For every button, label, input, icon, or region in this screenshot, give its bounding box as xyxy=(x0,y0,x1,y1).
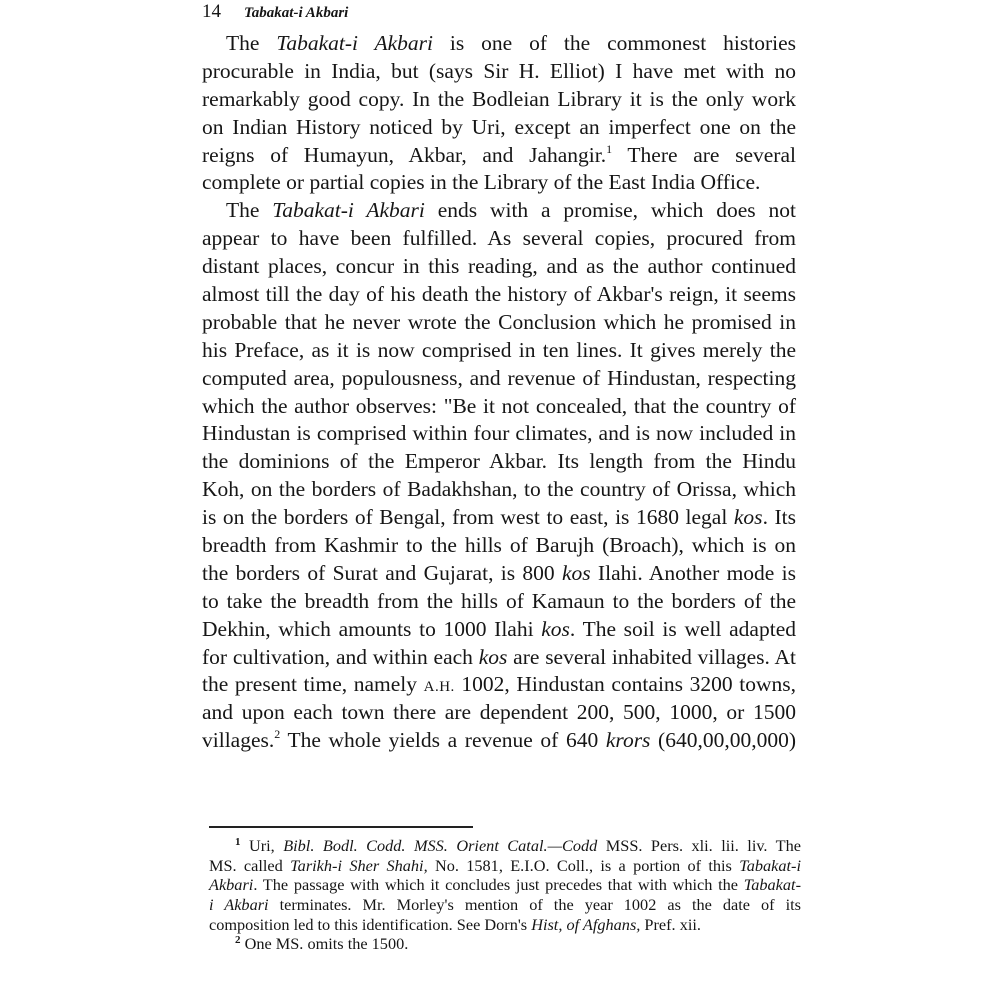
text-line xyxy=(202,671,796,699)
text-line: his Preface, as it is now comprised in ten lines. It gives merely the xyxy=(202,337,796,362)
footnote-ref: 1 xyxy=(606,141,613,156)
text: . The passage with which it concludes just precedes that with which the xyxy=(253,875,744,895)
text-line: remarkably good copy. In the Bodleian Library it is the only work xyxy=(202,86,796,111)
running-head xyxy=(202,0,348,25)
text: The xyxy=(226,31,277,55)
text-line: procurable in India, but (says Sir H. Elliot) I have met with no xyxy=(202,58,796,83)
text: villages. xyxy=(202,728,275,753)
italic-term: kos xyxy=(478,644,508,669)
text-line: which the author observes: "Be it not concealed, that the country of xyxy=(202,393,796,418)
italic-term: kos xyxy=(541,616,570,641)
text-line: distant places, concur in this reading, and as the author continued xyxy=(202,254,796,279)
text: The xyxy=(226,198,273,223)
text: terminates. Mr. Morley's mention of the year 1002 as the date of its xyxy=(268,895,801,915)
italic-citation: Tarikh-i Sher Shahi, xyxy=(290,855,428,875)
text: for cultivation, and within each xyxy=(202,644,479,669)
italic-term: krors xyxy=(605,728,651,753)
text-line xyxy=(202,644,796,672)
text: . The soil is well adapted xyxy=(569,616,796,641)
footnote-line xyxy=(209,915,801,935)
footnote-1 xyxy=(209,836,801,934)
paragraph-2 xyxy=(202,197,796,755)
paragraph-1 xyxy=(202,30,796,197)
italic-term: kos xyxy=(561,560,591,585)
text: MS. called xyxy=(209,855,291,875)
footnote-line xyxy=(209,895,801,915)
text-line: breadth from Kashmir to the hills of Barujh (Broach), which is on xyxy=(202,533,796,558)
footnote-marker: 2 xyxy=(235,934,241,947)
italic-citation: i Akbari xyxy=(209,895,269,915)
text-line xyxy=(202,560,796,588)
footnote-line xyxy=(209,836,801,856)
footnote-ref: 2 xyxy=(274,727,281,742)
text-line xyxy=(202,504,796,532)
footnote-rule xyxy=(209,826,473,828)
text-line xyxy=(202,197,796,225)
text: No. 1581, E.I.O. Coll., is a portion of this xyxy=(427,855,740,875)
text-line xyxy=(202,616,796,644)
text: is one of the commonest histories xyxy=(433,31,796,55)
text: 1002, Hindustan contains 3200 towns, xyxy=(454,672,796,697)
text: Pref. xii. xyxy=(640,914,701,934)
text: The whole yields a revenue of 640 xyxy=(280,728,606,753)
footnote-line xyxy=(209,875,801,895)
text: the borders of Surat and Gujarat, is 800 xyxy=(202,560,562,585)
italic-title: Tabakat-i Akbari xyxy=(272,198,425,223)
italic-citation: Tabakat- xyxy=(743,875,801,895)
footnote-line xyxy=(209,856,801,876)
text-line: Hindustan is comprised within four climates, and is now included in xyxy=(202,421,796,446)
text-line: to take the breadth from the hills of Kamaun to the borders of the xyxy=(202,588,796,613)
text: composition led to this identification. See Dorn's xyxy=(209,914,532,934)
text: Dekhin, which amounts to 1000 Ilahi xyxy=(202,616,542,641)
footnote-line xyxy=(209,934,801,954)
page-number: 14 xyxy=(202,1,221,22)
footnote-2 xyxy=(209,934,801,954)
text-line: almost till the day of his death the history of Akbar's reign, it seems xyxy=(202,282,796,307)
text-line xyxy=(202,727,796,755)
text: Uri, xyxy=(240,836,284,855)
footnote-marker: 1 xyxy=(235,836,241,848)
text-line xyxy=(202,142,796,170)
text-line: complete or partial copies in the Library of the East India Office. xyxy=(202,170,761,195)
italic-term: kos xyxy=(733,505,763,530)
text: the present time, namely xyxy=(202,672,424,697)
text: reigns of Humayun, Akbar, and Jahangir. xyxy=(202,142,607,167)
text-line xyxy=(202,30,796,58)
italic-citation: Akbari xyxy=(209,875,254,895)
text-line: computed area, populousness, and revenue of Hindustan, respecting xyxy=(202,365,796,390)
text: ends with a promise, which does not xyxy=(424,198,796,223)
italic-citation: Bibl. Bodl. Codd. MSS. Orient Catal.—Codd xyxy=(283,836,598,855)
text-line: Koh, on the borders of Badakhshan, to the country of Orissa, which xyxy=(202,477,796,502)
text: Ilahi. Another mode is xyxy=(590,560,796,585)
text-line: and upon each town there are dependent 200, 500, 1000, or 1500 xyxy=(202,700,796,725)
italic-title: Tabakat-i Akbari xyxy=(276,31,434,55)
text-line: appear to have been fulfilled. As several copies, procured from xyxy=(202,226,796,251)
italic-citation: Hist, of Afghans, xyxy=(531,914,641,934)
text: There are several xyxy=(612,142,796,167)
body-text xyxy=(202,30,796,755)
text: One MS. omits the 1500. xyxy=(240,934,409,954)
small-caps-era: A.H. xyxy=(423,679,455,696)
text: is on the borders of Bengal, from west to east, is 1680 legal xyxy=(202,505,734,530)
text: (640,00,00,000) xyxy=(650,728,796,753)
running-title: Tabakat-i Akbari xyxy=(244,5,349,21)
italic-citation: Tabakat-i xyxy=(739,855,802,875)
text-line: probable that he never wrote the Conclusion which he promised in xyxy=(202,309,796,334)
text-line: the dominions of the Emperor Akbar. Its length from the Hindu xyxy=(202,449,796,474)
text-line: on Indian History noticed by Uri, except an imperfect one on the xyxy=(202,114,796,139)
footnotes xyxy=(209,836,801,954)
text: MSS. Pers. xli. lii. liv. The xyxy=(597,836,801,855)
text: are several inhabited villages. At xyxy=(507,644,796,669)
text: . Its xyxy=(762,505,796,530)
